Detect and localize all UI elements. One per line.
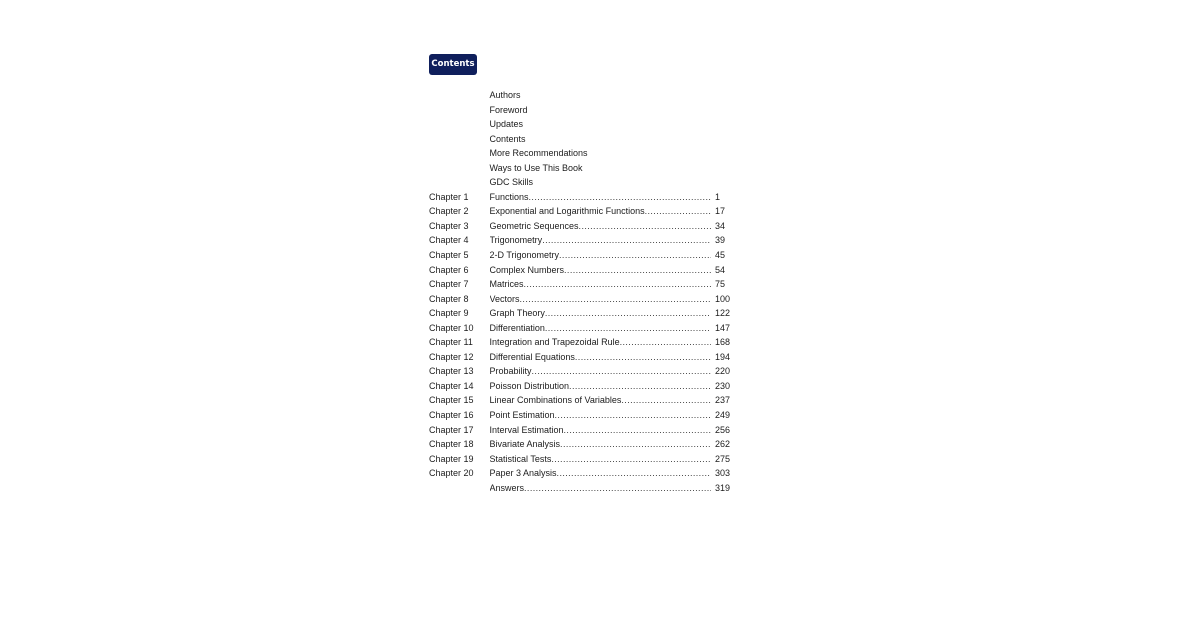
chapter-title: Complex Numbers xyxy=(489,264,565,275)
chapter-number: Chapter 20 xyxy=(429,468,474,479)
front-matter-foreword[interactable]: Foreword xyxy=(489,104,528,115)
dot-leader xyxy=(645,204,711,219)
dot-leader xyxy=(575,350,711,365)
chapter-number: Chapter 7 xyxy=(429,279,469,290)
chapter-number: Chapter 3 xyxy=(429,220,469,231)
toc-entry[interactable] xyxy=(429,335,739,350)
front-matter-list xyxy=(429,88,739,190)
page-number: 147 xyxy=(715,322,731,333)
dot-leader xyxy=(551,452,710,467)
dot-leader xyxy=(520,292,711,307)
toc-entry[interactable] xyxy=(429,292,739,307)
chapter-number: Chapter 12 xyxy=(429,351,474,362)
toc-entry[interactable] xyxy=(429,219,739,234)
toc-entry[interactable] xyxy=(429,204,739,219)
chapter-title-cell xyxy=(490,364,711,379)
chapter-title: Exponential and Logarithmic Functions xyxy=(489,206,645,217)
front-matter-contents[interactable]: Contents xyxy=(489,133,526,144)
page-number: 319 xyxy=(715,482,731,493)
toc-entry[interactable] xyxy=(429,452,739,467)
chapter-number: Chapter 11 xyxy=(429,337,473,348)
toc-entry[interactable] xyxy=(429,263,739,278)
chapter-number: Chapter 9 xyxy=(429,308,469,319)
chapter-list xyxy=(429,190,739,495)
chapter-title-cell xyxy=(490,452,711,467)
chapter-number: Chapter 13 xyxy=(429,366,474,377)
page-number: 168 xyxy=(715,337,731,348)
page-number: 262 xyxy=(715,439,731,450)
chapter-title: Differential Equations xyxy=(489,351,575,362)
contents-badge: Contents xyxy=(429,54,477,75)
page-number: 275 xyxy=(715,453,731,464)
toc-entry[interactable] xyxy=(429,248,739,263)
chapter-title-cell xyxy=(490,306,711,321)
chapter-title: Interval Estimation xyxy=(489,424,564,435)
front-matter-ways-to-use[interactable]: Ways to Use This Book xyxy=(489,162,583,173)
toc-entry[interactable] xyxy=(429,277,739,292)
chapter-title: Vectors xyxy=(489,293,520,304)
page-number: 249 xyxy=(715,410,731,421)
chapter-title: 2-D Trigonometry xyxy=(489,250,560,261)
chapter-title-cell xyxy=(490,277,711,292)
page-number: 45 xyxy=(715,250,726,261)
chapter-number: Chapter 14 xyxy=(429,380,474,391)
chapter-number: Chapter 2 xyxy=(429,206,469,217)
chapter-title: Paper 3 Analysis xyxy=(489,468,557,479)
page-number: 34 xyxy=(715,220,726,231)
dot-leader xyxy=(559,248,710,263)
chapter-title: Probability xyxy=(489,366,532,377)
dot-leader xyxy=(564,263,710,278)
chapter-number: Chapter 10 xyxy=(429,322,474,333)
chapter-number: Chapter 19 xyxy=(429,453,474,464)
page-number: 256 xyxy=(715,424,731,435)
dot-leader xyxy=(524,277,711,292)
toc-entry[interactable] xyxy=(429,233,739,248)
chapter-title: Linear Combinations of Variables xyxy=(489,395,622,406)
toc-entry[interactable] xyxy=(429,321,739,336)
dot-leader xyxy=(524,481,710,496)
chapter-title: Matrices xyxy=(489,279,524,290)
chapter-title-cell xyxy=(490,481,711,496)
toc-entry[interactable] xyxy=(429,393,739,408)
toc-entry[interactable] xyxy=(429,481,739,496)
chapter-title: Statistical Tests xyxy=(489,453,552,464)
chapter-title: Functions xyxy=(489,191,529,202)
dot-leader xyxy=(545,306,711,321)
toc-entry[interactable] xyxy=(429,190,739,205)
dot-leader xyxy=(545,321,711,336)
front-matter-authors[interactable]: Authors xyxy=(489,90,521,100)
chapter-title-cell xyxy=(490,204,711,219)
page-number: 237 xyxy=(715,395,731,406)
dot-leader xyxy=(564,423,711,438)
chapter-number: Chapter 17 xyxy=(429,424,474,435)
chapter-title: Poisson Distribution xyxy=(489,380,570,391)
page-number: 303 xyxy=(715,468,731,479)
chapter-number: Chapter 1 xyxy=(429,191,469,202)
chapter-title-cell xyxy=(490,233,711,248)
chapter-title: Integration and Trapezoidal Rule xyxy=(489,337,620,348)
dot-leader xyxy=(557,466,711,481)
chapter-title-cell xyxy=(490,350,711,365)
chapter-title-cell xyxy=(490,248,711,263)
page-number: 122 xyxy=(715,308,731,319)
table-of-contents xyxy=(429,88,739,495)
front-matter-more-recommendations[interactable]: More Recommendations xyxy=(489,148,588,159)
dot-leader xyxy=(529,190,711,205)
front-matter-gdc-skills[interactable]: GDC Skills xyxy=(489,177,534,188)
toc-entry[interactable] xyxy=(429,437,739,452)
chapter-title-cell xyxy=(490,321,711,336)
chapter-number: Chapter 8 xyxy=(429,293,469,304)
page-number: 100 xyxy=(715,293,731,304)
page-number: 54 xyxy=(715,264,726,275)
toc-entry[interactable] xyxy=(429,379,739,394)
chapter-title-cell xyxy=(490,292,711,307)
chapter-title-cell xyxy=(490,263,711,278)
chapter-number: Chapter 18 xyxy=(429,439,474,450)
chapter-number: Chapter 16 xyxy=(429,410,474,421)
chapter-title-cell xyxy=(490,437,711,452)
dot-leader xyxy=(555,408,711,423)
toc-entry[interactable] xyxy=(429,364,739,379)
dot-leader xyxy=(532,364,711,379)
chapter-title-cell xyxy=(490,408,711,423)
toc-entry[interactable] xyxy=(429,466,739,481)
dot-leader xyxy=(620,335,711,350)
chapter-title: Point Estimation xyxy=(489,410,555,421)
chapter-title-cell xyxy=(490,379,711,394)
chapter-title-cell xyxy=(490,190,711,205)
chapter-number: Chapter 4 xyxy=(429,235,469,246)
toc-entry[interactable] xyxy=(429,423,739,438)
dot-leader xyxy=(621,393,710,408)
front-matter-updates[interactable]: Updates xyxy=(489,119,524,130)
dot-leader xyxy=(579,219,711,234)
chapter-title-cell xyxy=(490,393,711,408)
page-number: 75 xyxy=(715,279,726,290)
page-number: 230 xyxy=(715,380,731,391)
chapter-title-cell xyxy=(490,219,711,234)
page-number: 39 xyxy=(715,235,726,246)
chapter-number: Chapter 5 xyxy=(429,250,469,261)
dot-leader xyxy=(569,379,710,394)
toc-entry[interactable] xyxy=(429,306,739,321)
chapter-number: Chapter 6 xyxy=(429,264,469,275)
chapter-title: Graph Theory xyxy=(489,308,545,319)
page-number: 1 xyxy=(715,191,721,202)
chapter-title-cell xyxy=(490,423,711,438)
page-number: 17 xyxy=(715,206,726,217)
chapter-title-cell xyxy=(490,466,711,481)
chapter-number: Chapter 15 xyxy=(429,395,474,406)
chapter-title: Geometric Sequences xyxy=(489,220,579,231)
toc-entry[interactable] xyxy=(429,408,739,423)
chapter-title: Trigonometry xyxy=(489,235,543,246)
chapter-title: Bivariate Analysis xyxy=(489,439,561,450)
page-number: 220 xyxy=(715,366,731,377)
dot-leader xyxy=(542,233,710,248)
toc-entry[interactable] xyxy=(429,350,739,365)
chapter-title: Answers xyxy=(489,482,525,493)
chapter-title: Differentiation xyxy=(489,322,545,333)
dot-leader xyxy=(560,437,710,452)
chapter-title-cell xyxy=(490,335,711,350)
page-number: 194 xyxy=(715,351,731,362)
